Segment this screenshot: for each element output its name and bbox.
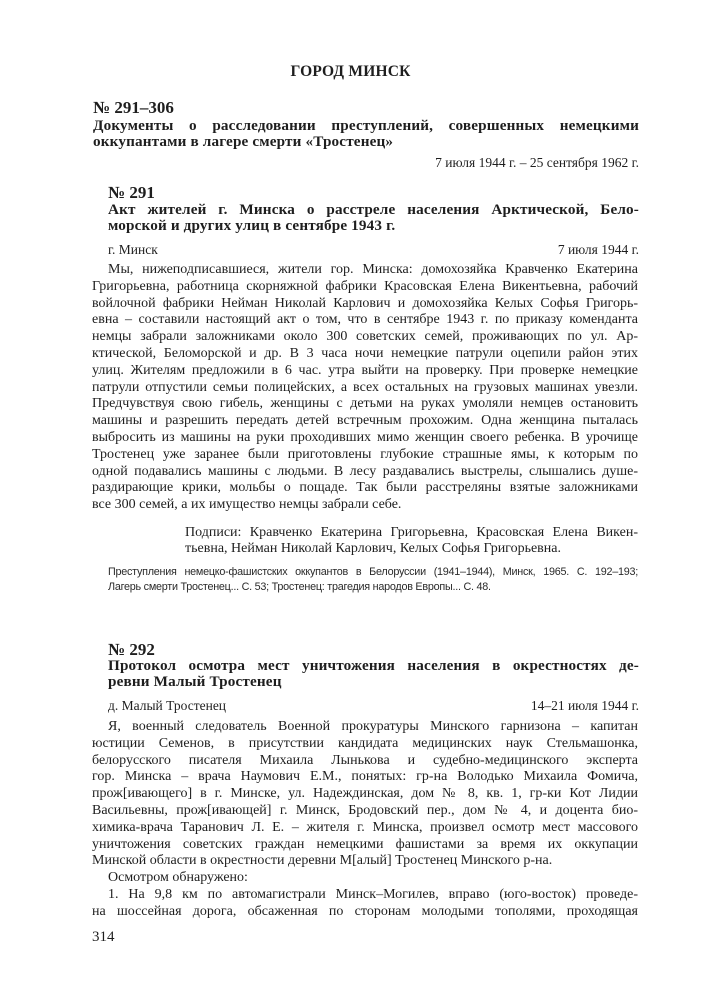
body-line: одной подавались машины с людьми. В лесу раздавались выстрелы, слышались душе- <box>92 463 638 479</box>
signature-line: Подписи: Кравченко Екатерина Григорьевна, Красовская Елена Викен- <box>185 525 638 540</box>
doc291-source <box>108 565 638 595</box>
body-line: войлочной фабрики Нейман Николай Карлович и домохозяйка Келых Софья Григорь- <box>92 295 638 311</box>
doc291-body <box>92 262 638 514</box>
body-line: прож[ивающего] в г. Минске, ул. Надеждинская, дом № 8, кв. 1, гр-ки Кот Лидии <box>92 786 638 802</box>
collection-number: № 291–306 <box>93 98 174 117</box>
body-line: Минской области в окрестности деревни М[алый] Тростенец Минского р-на. <box>92 853 553 869</box>
heading-line: Документы о расследовании преступлений, совершенных немецкими <box>93 117 639 134</box>
doc291-place: г. Минск <box>108 242 158 257</box>
body-line: Предчувствуя свою гибель, женщины с детьми на руках умоляли немцев остановить <box>92 396 638 412</box>
body-line: Васильевны, прож[ивающей] г. Минск, Бродовский пер., дом № 4, и доцента био- <box>92 802 638 818</box>
body-line: машины и разрешить передать детей встречным прохожим. Одна женщина пыталась <box>92 413 638 429</box>
heading-line: морской и других улиц в сентябре 1943 г. <box>108 216 396 234</box>
body-line: Осмотром обнаружено: <box>108 870 248 886</box>
body-line: уничтожения советских граждан немецкими фашистами за время их оккупации <box>92 836 638 852</box>
doc292-meta <box>108 698 639 714</box>
body-line: Мы, нижеподписавшиеся, жители гор. Минска: домохозяйка Кравченко Екатерина <box>108 262 638 277</box>
doc292-number: № 292 <box>108 640 155 659</box>
doc291-number: № 291 <box>108 183 155 202</box>
collection-dates: 7 июля 1944 г. – 25 сентября 1962 г. <box>435 155 639 170</box>
body-line: Я, военный следователь Военной прокуратуры Минского гарнизона – капитан <box>108 719 638 734</box>
body-line: 1. На 9,8 км по автомагистрали Минск–Могилев, вправо (юго-восток) проведе- <box>108 886 638 902</box>
body-line: евна – составили настоящий акт о том, что в сентябре 1943 г. по приказу коменданта <box>92 312 638 328</box>
doc291-heading <box>108 202 639 234</box>
source-line: Лагерь смерти Тростенец... С. 53; Тростенец: трагедия народов Европы... С. 48. <box>108 581 491 593</box>
heading-line: Протокол осмотра мест уничтожения населения в окрестностях де- <box>108 657 639 674</box>
doc292-place: д. Малый Тростенец <box>108 698 227 713</box>
doc292-date: 14–21 июля 1944 г. <box>530 698 639 713</box>
body-line: немцы забрали заложниками около 300 советских семей, проживающих по ул. Ар- <box>92 329 638 345</box>
body-line: гор. Минска – врача Наумович Е.М., понятых: гр-на Володько Михаила Фомича, <box>92 769 638 785</box>
source-line: Преступления немецко-фашистских оккупантов в Белоруссии (1941–1944), Минск, 1965. С. 192–193; <box>108 566 638 578</box>
body-line: белорусского писателя Михаила Лынькова и судебно-медицинского эксперта <box>92 752 638 768</box>
heading-line: оккупантами в лагере смерти «Тростенец» <box>93 132 394 150</box>
page-number: 314 <box>92 929 115 945</box>
doc291-meta <box>108 242 639 258</box>
doc292-body <box>92 719 638 921</box>
body-line: все 300 семей, а их имущество немцы забрали себе. <box>92 497 402 513</box>
body-line: выбросить из машины на руки проходивших мимо женщин своего ребенка. В урочище <box>92 429 638 445</box>
body-line: юстиции Семенов, в присутствии кандидата медицинских наук Стельмашонка, <box>92 735 638 751</box>
collection-heading <box>93 118 639 150</box>
body-line: ктической, Беломорской и др. В 3 часа ночи немецкие патрули оцепили район этих <box>92 345 638 361</box>
doc291-date: 7 июля 1944 г. <box>557 242 639 257</box>
signature-line: тьевна, Нейман Николай Карлович, Келых Софья Григорьевна. <box>185 540 561 556</box>
body-line: Григорьевна, работница скорняжной фабрики Красовская Елена Викентьевна, рабочий <box>92 278 638 294</box>
doc291-signatures <box>185 525 638 556</box>
body-line: химика-врача Таранович Л. Е. – жителя г. Минска, произвел осмотр мест массового <box>92 819 638 835</box>
doc292-heading <box>108 658 639 690</box>
heading-line: ревни Малый Тростенец <box>108 672 282 690</box>
body-line: раздирающие крики, мольбы о пощаде. Так были расстреляны взятые заложниками <box>92 480 638 496</box>
body-line: Тростенец уже заранее были приготовлены глубокие страшные ямы, к которым по <box>92 446 638 462</box>
body-line: на шоссейная дорога, обсаженная по сторонам молодыми тополями, проходящая <box>92 903 638 919</box>
page-title: ГОРОД МИНСК <box>290 63 411 80</box>
heading-line: Акт жителей г. Минска о расстреле населения Арктической, Бело- <box>108 201 639 218</box>
body-line: улиц. Жителям предложили в 6 час. утра выйти на проверку. При проверке немецкие <box>92 362 638 378</box>
body-line: патрули отпустили семьи полицейских, а всех остальных на грузовых машинах увезли. <box>92 379 638 395</box>
